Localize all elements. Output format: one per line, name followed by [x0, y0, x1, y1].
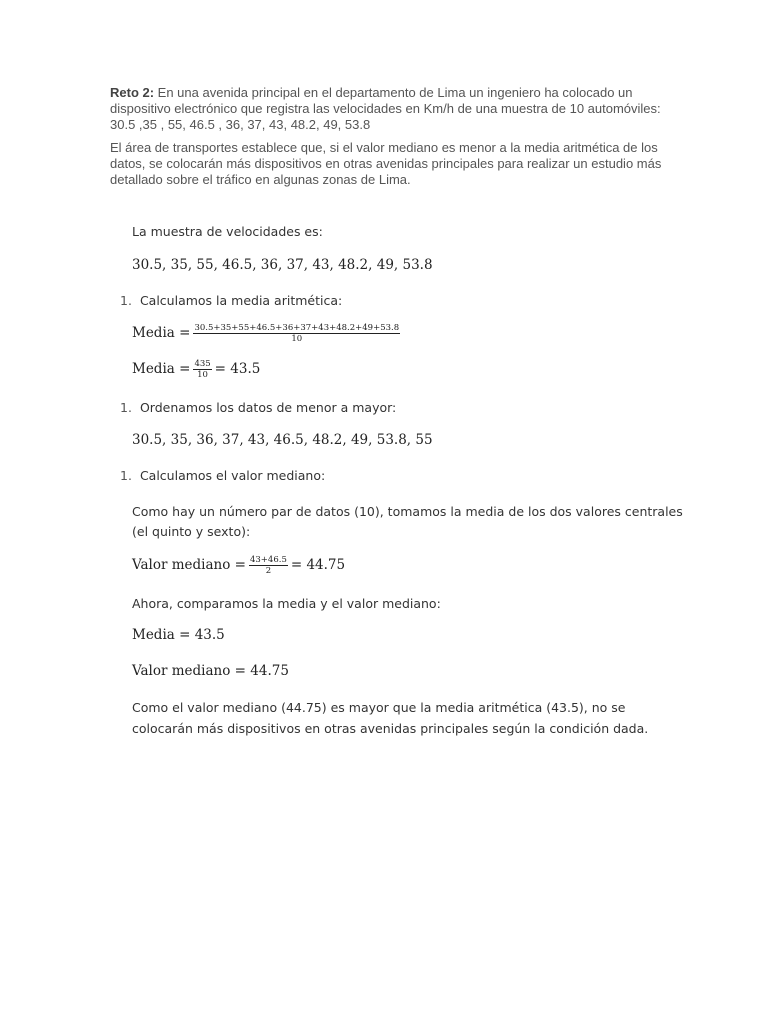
mediano-label: Valor mediano =	[132, 557, 246, 573]
compare-label: Ahora, comparamos la media y el valor mediano:	[132, 596, 441, 611]
media-label: Media =	[132, 325, 191, 341]
step-2	[120, 400, 396, 415]
condition-line-1: El área de transportes establece que, si el valor mediano es menor a la media aritmética de los	[110, 140, 658, 155]
step-3	[120, 468, 325, 483]
step-1-label: Calculamos la media aritmética:	[139, 293, 343, 308]
explain-line-2: (el quinto y sexto):	[132, 524, 251, 539]
sorted-values: 30.5, 35, 36, 37, 43, 46.5, 48.2, 49, 53.8, 55	[132, 432, 433, 448]
media-label-2: Media =	[132, 361, 191, 377]
media-fraction-numerator: 30.5+35+55+46.5+36+37+43+48.2+49+53.8	[194, 323, 400, 333]
conclusion-line-1: Como el valor mediano (44.75) es mayor que la media aritmética (43.5), no se	[132, 700, 626, 715]
final-media: Media = 43.5	[132, 627, 225, 643]
media-formula	[132, 323, 403, 344]
mediano-fraction	[249, 555, 288, 576]
step-2-label: Ordenamos los datos de menor a mayor:	[139, 400, 397, 415]
condition-line-3: detallado sobre el tráfico en algunas zonas de Lima.	[110, 172, 411, 187]
mediano-fraction-numerator: 43+46.5	[249, 555, 287, 565]
media-result-formula	[132, 359, 260, 380]
media-fraction-2	[193, 359, 211, 380]
step-1-number: 1.	[120, 293, 132, 308]
sample-label: La muestra de velocidades es:	[132, 224, 323, 239]
media-fraction-2-denominator: 10	[197, 370, 208, 380]
mediano-result: = 44.75	[290, 557, 346, 573]
problem-line-3: 30.5 ,35 , 55, 46.5 , 36, 37, 43, 48.2, 49, 53.8	[110, 117, 371, 132]
step-1	[120, 293, 342, 308]
media-result: = 43.5	[214, 361, 261, 377]
media-fraction-2-numerator: 435	[194, 359, 211, 369]
problem-text-1: En una avenida principal en el departamento de Lima un ingeniero ha colocado un	[154, 85, 633, 100]
final-mediano: Valor mediano = 44.75	[132, 663, 289, 679]
explain-line-1: Como hay un número par de datos (10), tomamos la media de los dos valores centrales	[132, 504, 683, 519]
problem-title: Reto 2:	[110, 85, 155, 100]
step-2-number: 1.	[120, 400, 132, 415]
media-fraction	[193, 323, 400, 344]
step-3-label: Calculamos el valor mediano:	[139, 468, 326, 483]
conclusion-line-2: colocarán más dispositivos en otras avenidas principales según la condición dada.	[132, 721, 649, 736]
problem-line-1	[110, 85, 633, 101]
problem-line-2: dispositivo electrónico que registra las velocidades en Km/h de una muestra de 10 automóviles:	[110, 101, 661, 116]
media-fraction-denominator: 10	[291, 334, 303, 344]
mediano-formula	[132, 555, 345, 576]
step-3-number: 1.	[120, 468, 132, 483]
sample-values: 30.5, 35, 55, 46.5, 36, 37, 43, 48.2, 49, 53.8	[132, 257, 433, 273]
mediano-fraction-denominator: 2	[265, 566, 272, 576]
condition-line-2: datos, se colocarán más dispositivos en otras avenidas principales para realizar un estudio más	[110, 156, 662, 171]
